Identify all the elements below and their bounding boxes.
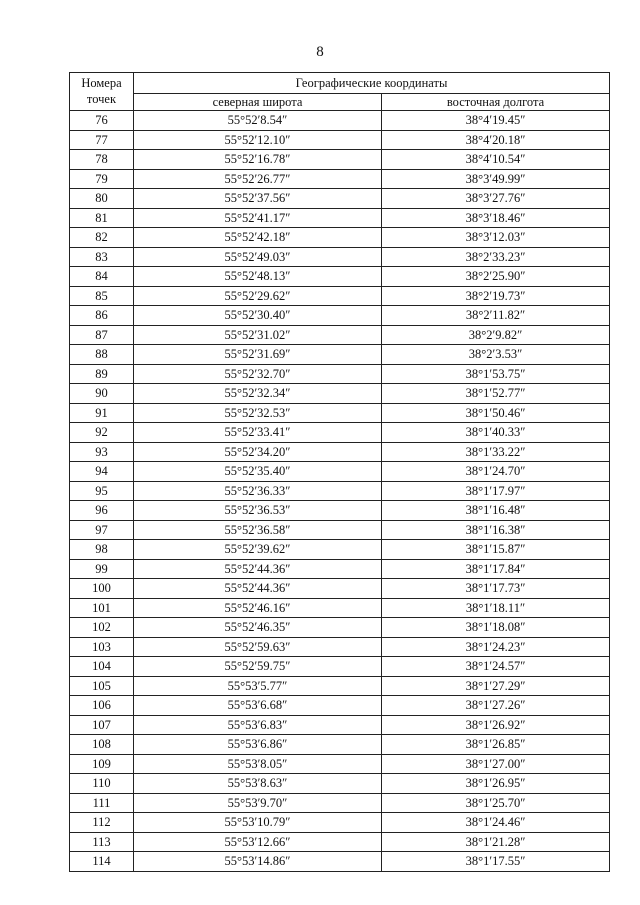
point-number-cell: 105 [70, 676, 134, 696]
longitude-cell: 38°1′52.77″ [382, 384, 610, 404]
table-row [70, 423, 610, 443]
longitude-cell: 38°1′26.95″ [382, 774, 610, 794]
longitude-cell: 38°1′17.73″ [382, 579, 610, 599]
latitude-cell: 55°52′59.63″ [134, 637, 382, 657]
latitude-cell: 55°52′36.58″ [134, 520, 382, 540]
point-number-cell: 113 [70, 832, 134, 852]
latitude-cell: 55°53′6.68″ [134, 696, 382, 716]
longitude-cell: 38°1′24.70″ [382, 462, 610, 482]
coordinates-table [69, 72, 610, 872]
point-number-cell: 104 [70, 657, 134, 677]
longitude-header: восточная долгота [382, 94, 610, 111]
table-row [70, 774, 610, 794]
table-row [70, 364, 610, 384]
latitude-cell: 55°52′39.62″ [134, 540, 382, 560]
latitude-cell: 55°53′12.66″ [134, 832, 382, 852]
table-body [70, 111, 610, 872]
point-number-cell: 109 [70, 754, 134, 774]
latitude-cell: 55°52′32.34″ [134, 384, 382, 404]
table-row [70, 267, 610, 287]
table-row [70, 715, 610, 735]
latitude-cell: 55°52′16.78″ [134, 150, 382, 170]
table-row [70, 306, 610, 326]
latitude-cell: 55°52′46.16″ [134, 598, 382, 618]
table-row [70, 657, 610, 677]
table-row [70, 852, 610, 872]
table-row [70, 696, 610, 716]
point-number-cell: 107 [70, 715, 134, 735]
point-number-cell: 81 [70, 208, 134, 228]
longitude-cell: 38°3′12.03″ [382, 228, 610, 248]
latitude-cell: 55°52′30.40″ [134, 306, 382, 326]
latitude-cell: 55°52′26.77″ [134, 169, 382, 189]
longitude-cell: 38°1′16.38″ [382, 520, 610, 540]
longitude-cell: 38°3′49.99″ [382, 169, 610, 189]
latitude-cell: 55°53′6.83″ [134, 715, 382, 735]
table-row [70, 169, 610, 189]
table-header [70, 73, 610, 111]
point-number-cell: 100 [70, 579, 134, 599]
point-number-cell: 94 [70, 462, 134, 482]
latitude-cell: 55°52′46.35″ [134, 618, 382, 638]
table-row [70, 286, 610, 306]
point-number-cell: 103 [70, 637, 134, 657]
longitude-cell: 38°4′19.45″ [382, 111, 610, 131]
longitude-cell: 38°1′26.85″ [382, 735, 610, 755]
table-row [70, 345, 610, 365]
table-row [70, 754, 610, 774]
latitude-cell: 55°52′41.17″ [134, 208, 382, 228]
table-row [70, 579, 610, 599]
longitude-cell: 38°1′53.75″ [382, 364, 610, 384]
page-number: 8 [316, 44, 324, 60]
point-number-header: Номера точек [70, 73, 134, 111]
point-number-cell: 90 [70, 384, 134, 404]
latitude-cell: 55°52′36.53″ [134, 501, 382, 521]
latitude-cell: 55°52′44.36″ [134, 559, 382, 579]
table-row [70, 637, 610, 657]
longitude-cell: 38°3′27.76″ [382, 189, 610, 209]
latitude-cell: 55°52′8.54″ [134, 111, 382, 131]
table-row [70, 676, 610, 696]
longitude-cell: 38°1′26.92″ [382, 715, 610, 735]
longitude-cell: 38°1′24.46″ [382, 813, 610, 833]
table-row [70, 130, 610, 150]
longitude-cell: 38°1′33.22″ [382, 442, 610, 462]
longitude-cell: 38°1′27.00″ [382, 754, 610, 774]
point-number-cell: 87 [70, 325, 134, 345]
latitude-header: северная широта [134, 94, 382, 111]
table-row [70, 598, 610, 618]
longitude-cell: 38°1′17.55″ [382, 852, 610, 872]
table-row [70, 559, 610, 579]
table-row [70, 481, 610, 501]
table-row [70, 247, 610, 267]
point-number-cell: 102 [70, 618, 134, 638]
latitude-cell: 55°52′31.02″ [134, 325, 382, 345]
table-row [70, 832, 610, 852]
point-number-cell: 85 [70, 286, 134, 306]
latitude-cell: 55°53′10.79″ [134, 813, 382, 833]
longitude-cell: 38°2′3.53″ [382, 345, 610, 365]
point-number-cell: 108 [70, 735, 134, 755]
point-number-cell: 89 [70, 364, 134, 384]
table-row [70, 442, 610, 462]
latitude-cell: 55°52′29.62″ [134, 286, 382, 306]
table-row [70, 520, 610, 540]
latitude-cell: 55°52′37.56″ [134, 189, 382, 209]
table-row [70, 462, 610, 482]
latitude-cell: 55°52′31.69″ [134, 345, 382, 365]
point-number-cell: 86 [70, 306, 134, 326]
longitude-cell: 38°1′16.48″ [382, 501, 610, 521]
point-number-cell: 98 [70, 540, 134, 560]
latitude-cell: 55°53′14.86″ [134, 852, 382, 872]
point-number-cell: 110 [70, 774, 134, 794]
point-number-cell: 76 [70, 111, 134, 131]
longitude-cell: 38°1′15.87″ [382, 540, 610, 560]
point-number-cell: 92 [70, 423, 134, 443]
point-number-cell: 101 [70, 598, 134, 618]
point-number-cell: 78 [70, 150, 134, 170]
point-number-cell: 93 [70, 442, 134, 462]
longitude-cell: 38°2′11.82″ [382, 306, 610, 326]
point-number-cell: 80 [70, 189, 134, 209]
table-row [70, 735, 610, 755]
longitude-cell: 38°1′18.08″ [382, 618, 610, 638]
table-row [70, 384, 610, 404]
table-row [70, 325, 610, 345]
point-number-cell: 88 [70, 345, 134, 365]
table-row [70, 111, 610, 131]
point-number-cell: 111 [70, 793, 134, 813]
latitude-cell: 55°52′42.18″ [134, 228, 382, 248]
latitude-cell: 55°53′8.63″ [134, 774, 382, 794]
latitude-cell: 55°52′48.13″ [134, 267, 382, 287]
longitude-cell: 38°2′9.82″ [382, 325, 610, 345]
longitude-cell: 38°1′21.28″ [382, 832, 610, 852]
longitude-cell: 38°2′25.90″ [382, 267, 610, 287]
table-row [70, 403, 610, 423]
latitude-cell: 55°53′5.77″ [134, 676, 382, 696]
latitude-cell: 55°52′59.75″ [134, 657, 382, 677]
longitude-cell: 38°1′24.57″ [382, 657, 610, 677]
latitude-cell: 55°52′32.53″ [134, 403, 382, 423]
longitude-cell: 38°1′40.33″ [382, 423, 610, 443]
longitude-cell: 38°2′19.73″ [382, 286, 610, 306]
point-number-cell: 95 [70, 481, 134, 501]
longitude-cell: 38°4′10.54″ [382, 150, 610, 170]
longitude-cell: 38°1′27.29″ [382, 676, 610, 696]
latitude-cell: 55°52′36.33″ [134, 481, 382, 501]
longitude-cell: 38°1′18.11″ [382, 598, 610, 618]
longitude-cell: 38°4′20.18″ [382, 130, 610, 150]
coordinates-group-header: Географические координаты [134, 73, 610, 94]
point-number-cell: 96 [70, 501, 134, 521]
table-row [70, 208, 610, 228]
point-number-cell: 97 [70, 520, 134, 540]
latitude-cell: 55°52′32.70″ [134, 364, 382, 384]
point-number-cell: 99 [70, 559, 134, 579]
table-row [70, 793, 610, 813]
point-number-cell: 114 [70, 852, 134, 872]
point-number-cell: 82 [70, 228, 134, 248]
table-row [70, 813, 610, 833]
point-number-cell: 79 [70, 169, 134, 189]
longitude-cell: 38°1′25.70″ [382, 793, 610, 813]
point-number-cell: 112 [70, 813, 134, 833]
longitude-cell: 38°1′24.23″ [382, 637, 610, 657]
longitude-cell: 38°1′17.97″ [382, 481, 610, 501]
table-row [70, 189, 610, 209]
longitude-cell: 38°3′18.46″ [382, 208, 610, 228]
table-row [70, 540, 610, 560]
table-row [70, 150, 610, 170]
latitude-cell: 55°52′34.20″ [134, 442, 382, 462]
longitude-cell: 38°1′50.46″ [382, 403, 610, 423]
latitude-cell: 55°52′33.41″ [134, 423, 382, 443]
latitude-cell: 55°53′8.05″ [134, 754, 382, 774]
point-number-cell: 106 [70, 696, 134, 716]
point-number-cell: 91 [70, 403, 134, 423]
longitude-cell: 38°1′17.84″ [382, 559, 610, 579]
longitude-cell: 38°2′33.23″ [382, 247, 610, 267]
longitude-cell: 38°1′27.26″ [382, 696, 610, 716]
latitude-cell: 55°52′12.10″ [134, 130, 382, 150]
latitude-cell: 55°53′6.86″ [134, 735, 382, 755]
latitude-cell: 55°52′44.36″ [134, 579, 382, 599]
table-row [70, 228, 610, 248]
latitude-cell: 55°53′9.70″ [134, 793, 382, 813]
latitude-cell: 55°52′49.03″ [134, 247, 382, 267]
point-number-cell: 84 [70, 267, 134, 287]
point-number-cell: 77 [70, 130, 134, 150]
point-number-cell: 83 [70, 247, 134, 267]
table-row [70, 618, 610, 638]
latitude-cell: 55°52′35.40″ [134, 462, 382, 482]
table-row [70, 501, 610, 521]
